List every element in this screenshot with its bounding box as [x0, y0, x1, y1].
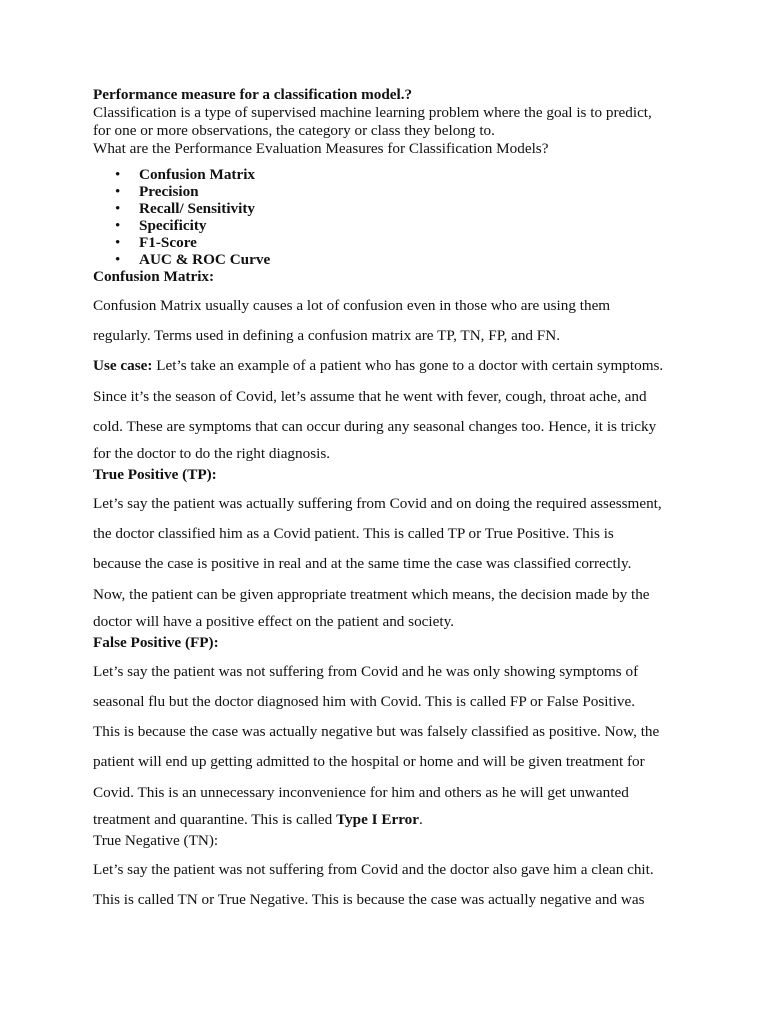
measures-list: [93, 166, 693, 268]
true-negative-heading: True Negative (TN):: [93, 831, 219, 849]
type-one-error-term: Type I Error: [336, 810, 420, 828]
paragraph-line: because the case is positive in real and at the same time the case was classified correctly.: [93, 555, 632, 573]
paragraph-line: patient will end up getting admitted to the hospital or home and will be given treatment for: [93, 753, 645, 771]
true-positive-heading: True Positive (TP):: [93, 466, 217, 484]
confusion-matrix-heading: Confusion Matrix:: [93, 268, 215, 285]
paragraph-line: seasonal flu but the doctor diagnosed him with Covid. This is called FP or False Positive.: [93, 693, 636, 711]
document-body: [93, 86, 693, 915]
paragraph-line: Since it’s the season of Covid, let’s assume that he went with fever, cough, throat ache, and: [93, 387, 647, 405]
true-negative-paragraph: [93, 855, 693, 915]
paragraph-line: Let’s say the patient was not suffering from Covid and the doctor also gave him a clean chit.: [93, 860, 654, 878]
list-item: • Specificity: [139, 217, 693, 234]
use-case-label: Use case:: [93, 357, 153, 375]
false-positive-heading: False Positive (FP):: [93, 633, 219, 651]
paragraph-line: This is because the case was actually negative but was falsely classified as positive. Now, the: [93, 723, 660, 741]
intro-line-1: Classification is a type of supervised machine learning problem where the goal is to predict,: [93, 104, 652, 121]
list-item: • Precision: [139, 183, 693, 200]
paragraph-line: Confusion Matrix usually causes a lot of confusion even in those who are using them: [93, 297, 611, 314]
paragraph-line: Now, the patient can be given appropriate treatment which means, the decision made by the: [93, 585, 650, 603]
list-item: • AUC & ROC Curve: [139, 251, 693, 268]
type-one-error-line: [93, 808, 693, 832]
paragraph-line: cold. These are symptoms that can occur during any seasonal changes too. Hence, it is tricky: [93, 417, 657, 435]
intro-question: What are the Performance Evaluation Measures for Classification Models?: [93, 140, 549, 157]
list-item: • Confusion Matrix: [139, 166, 693, 183]
intro-line-2: for one or more observations, the category or class they belong to.: [93, 122, 495, 139]
true-positive-paragraph: [93, 489, 693, 634]
paragraph-line: This is called TN or True Negative. This is because the case was actually negative and was: [93, 891, 645, 909]
line-punctuation: .: [419, 810, 423, 828]
use-case-text: Let’s take an example of a patient who has gone to a doctor with certain symptoms.: [152, 357, 664, 375]
paragraph-line: Let’s say the patient was not suffering from Covid and he was only showing symptoms of: [93, 662, 639, 680]
list-item: • Recall/ Sensitivity: [139, 200, 693, 217]
paragraph-line: regularly. Terms used in defining a confusion matrix are TP, TN, FP, and FN.: [93, 327, 561, 345]
false-positive-paragraph: [93, 657, 693, 832]
paragraph-line: Covid. This is an unnecessary inconvenience for him and others as he will get unwanted: [93, 783, 629, 801]
paragraph-line: the doctor classified him as a Covid patient. This is called TP or True Positive. This is: [93, 525, 614, 543]
document-title: Performance measure for a classification model.?: [93, 86, 413, 103]
paragraph-line: doctor will have a positive effect on the patient and society.: [93, 612, 455, 630]
confusion-matrix-paragraph: [93, 291, 693, 466]
paragraph-line: Let’s say the patient was actually suffering from Covid and on doing the required assessment,: [93, 495, 662, 513]
line-text: treatment and quarantine. This is called: [93, 810, 337, 828]
list-item: • F1-Score: [139, 234, 693, 251]
paragraph-line: for the doctor to do the right diagnosis.: [93, 445, 331, 463]
use-case-line: [93, 351, 693, 381]
